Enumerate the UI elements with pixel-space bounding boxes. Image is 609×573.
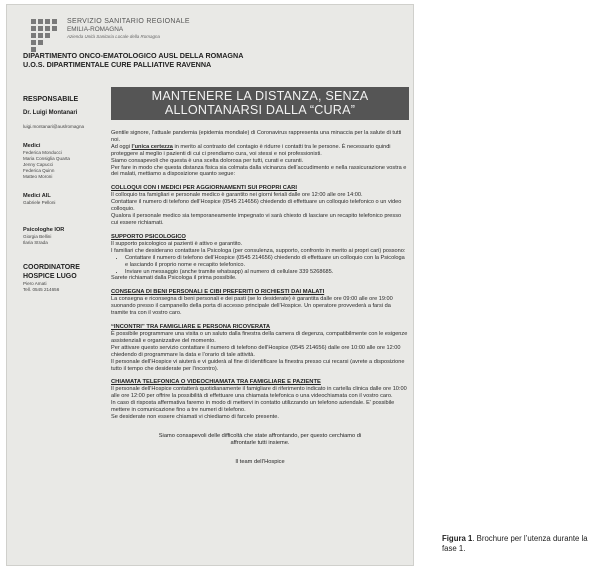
section-paragraph: La consegna e riconsegna di beni personali e dei pasti (se lo desiderate) è garantita dalle ore 09:00 alle ore 19:00 suonando presso il campanello della porta di accesso principale dell’Hospice. Un operatore provvederà a farsi da tramite tra con il vostro caro. <box>111 296 393 317</box>
caption-label: Figura 1 <box>442 534 473 543</box>
section-paragraph: Il supporto psicologico ai pazienti è attivo e garantito. <box>111 240 243 247</box>
section-paragraph: Il personale dell’Hospice vi aiuterà e vi guiderà al fine di identificare la finestra presso cui recarsi (avrete a disposizione tutto il tempo che desiderate per l’incontro). <box>111 358 405 372</box>
department-line-1: DIPARTIMENTO ONCO-EMATOLOGICO AUSL DELLA ROMAGNA <box>23 51 244 60</box>
section-title: SUPPORTO PSICOLOGICO <box>111 233 186 240</box>
org-line-2: EMILIA-ROMAGNA <box>67 26 124 33</box>
section-title: CHIAMATA TELEFONICA O VIDEOCHIAMATA TRA FAMIGLIARE E PAZIENTE <box>111 379 321 386</box>
caption-text: . Brochure per l’utenza durante la fase 1. <box>442 534 588 553</box>
ail-title: Medici AIL <box>23 193 51 199</box>
staff-sidebar <box>23 95 105 293</box>
section-paragraph: Per attivare questo servizio contattare il numero di telefono dell’Hospice (0545 214656) dalle ore 10:00 alle ore 12:00 chiedendo di programmare la data e l’orario di tale attività. <box>111 344 401 358</box>
ior-item: Giorgia Bellini <box>23 234 52 239</box>
section-paragraph: Se desiderate non essere chiamati vi chiediamo di farcelo presente. <box>111 414 279 421</box>
section-paragraph: Contattare il numero di telefono dell’Hospice (0545 214656) chiedendo di effettuare un colloquio telefonico o un video colloquio. <box>111 199 402 213</box>
section-supporto-psicologico <box>111 234 409 282</box>
medico-item: Federica Quinn <box>23 168 55 173</box>
intro-p4: Per fare in modo che questa distanza fisica sia colmata dalla vicinanza dell’accudimento e nella rassicurazione vostra e dei malati, mettiamo a disposizione quanto segue: <box>111 164 407 178</box>
org-header <box>67 18 267 40</box>
banner-line-1: MANTENERE LA DISTANZA, SENZA <box>151 89 369 103</box>
section-paragraph: Il personale dell’Hospice contatterà quotidianamente il famigliare di riferimento indicato in cartella clinica dalle ore 10:00 alle ore 12:00 per offrire la possibilità di effettuare una chiamata telefonica o una videochiamata con il vostro caro. <box>111 386 407 400</box>
section-chiamata <box>111 379 409 421</box>
medico-item: Federica Monducci <box>23 150 62 155</box>
main-content <box>111 87 409 465</box>
figure-caption <box>442 534 602 554</box>
coordinator-name: Piero Amati <box>23 281 47 286</box>
department-header <box>23 51 323 69</box>
ail-item: Gabriele Pelloni <box>23 200 56 205</box>
bullet-item: • Inviare un messaggio (anche tramite whatsapp) al numero di cellulare 339 5268685. <box>125 269 409 276</box>
intro-emphasis: l’unica certezza <box>131 143 173 150</box>
medico-item: Maria Consiglia Quarta <box>23 156 70 161</box>
responsabile-email: luigi.montanari@auslromagna <box>23 124 85 129</box>
responsabile-title: RESPONSABILE <box>23 96 79 103</box>
medico-item: Matteo Moroni <box>23 174 53 179</box>
ior-title: Psicologhe IOR <box>23 227 65 233</box>
org-line-3: Azienda Unità Sanitaria Locale della Romagna <box>67 34 161 39</box>
section-paragraph: Il colloquio tra famigliari e personale medico è garantito nei giorni feriali dalle ore 12:00 alle ore 14:00. <box>111 192 363 199</box>
brochure-page <box>6 4 414 566</box>
intro-p3: Siamo consapevoli che questa è una scelta dolorosa per tutti, curati e curanti. <box>111 157 304 164</box>
section-paragraph: Qualora il personale medico sia temporaneamente impegnato vi sarà chiesto di lasciare un recapito telefonico presso cui essere richiamati. <box>111 213 402 226</box>
coordinator-title-1: COORDINATORE <box>23 264 80 271</box>
section-consegna <box>111 289 409 317</box>
medico-item: Jenny Capucci <box>23 162 54 167</box>
section-colloqui <box>111 185 409 227</box>
section-title: COLLOQUI CON I MEDICI PER AGGIORNAMENTI SUI PROPRI CARI <box>111 185 297 192</box>
bullet-list <box>111 255 409 276</box>
title-banner <box>111 87 409 120</box>
section-paragraph: In caso di risposta affermativa faremo in modo di mettervi in contatto utilizzando un telefono aziendale. E’ possibile mettere in comunicazione fino a tre numeri di telefono. <box>111 400 395 414</box>
banner-line-2: ALLONTANARSI DALLA “CURA” <box>164 102 356 117</box>
ior-item: Ilaria Strada <box>23 240 48 245</box>
org-line-1: SERVIZIO SANITARIO REGIONALE <box>67 18 190 25</box>
team-signature: Il team dell’Hospice <box>235 458 285 465</box>
medici-title: Medici <box>23 143 41 149</box>
section-paragraph: Sarete richiamati dalla Psicologa il prima possibile. <box>111 275 237 282</box>
bullet-item: • Contattare il numero di telefono dell’Hospice (0545 214656) chiedendo di effettuare un colloquio con la Psicologa e lasciando il proprio nome e recapito telefonico. <box>125 255 409 269</box>
closing-line-2: affrontarle tutti insieme. <box>230 439 290 446</box>
coordinator-tel: Tell. 0545 214656 <box>23 287 60 292</box>
closing-message <box>111 433 409 447</box>
section-title: “INCONTRI” TRA FAMIGLIARE E PERSONA RICOVERATA <box>111 324 271 331</box>
section-title: CONSEGNA DI BENI PERSONALI E CIBI PREFERITI O RICHIESTI DAI MALATI <box>111 289 325 296</box>
responsabile-name: Dr. Luigi Montanari <box>23 110 78 116</box>
intro-p1: Gentile signore, l’attuale pandemia (epidemia mondiale) di Coronavirus rappresenta una minaccia per la salute di tutti noi. <box>111 130 402 143</box>
section-paragraph: È possibile programmare una visita o un saluto dalla finestra della camera di degenza, compatibilmente con le esigenze assistenziali e organizzative del momento. <box>111 331 408 344</box>
intro-p2: Ad oggi l’unica certezza in merito al contrasto del contagio è ridurre i contatti tra le persone. È necessario quindi proteggere al meglio i pazienti di cui ci prendiamo cura, voi stessi e noi professionisti. <box>111 143 391 157</box>
intro <box>111 130 409 178</box>
section-paragraph: I familiari che desiderano contattare la Psicologa (per consulenza, supporto, confronto in merito ai propri cari) possono: <box>111 247 406 254</box>
coordinator-title-2: HOSPICE LUGO <box>23 273 77 280</box>
department-line-2: U.O.S. DIPARTIMENTALE CURE PALLIATIVE RAVENNA <box>23 60 212 69</box>
section-incontri <box>111 324 409 372</box>
closing-line-1: Siamo consapevoli delle difficoltà che state affrontando, per questo cerchiamo di <box>158 433 362 439</box>
